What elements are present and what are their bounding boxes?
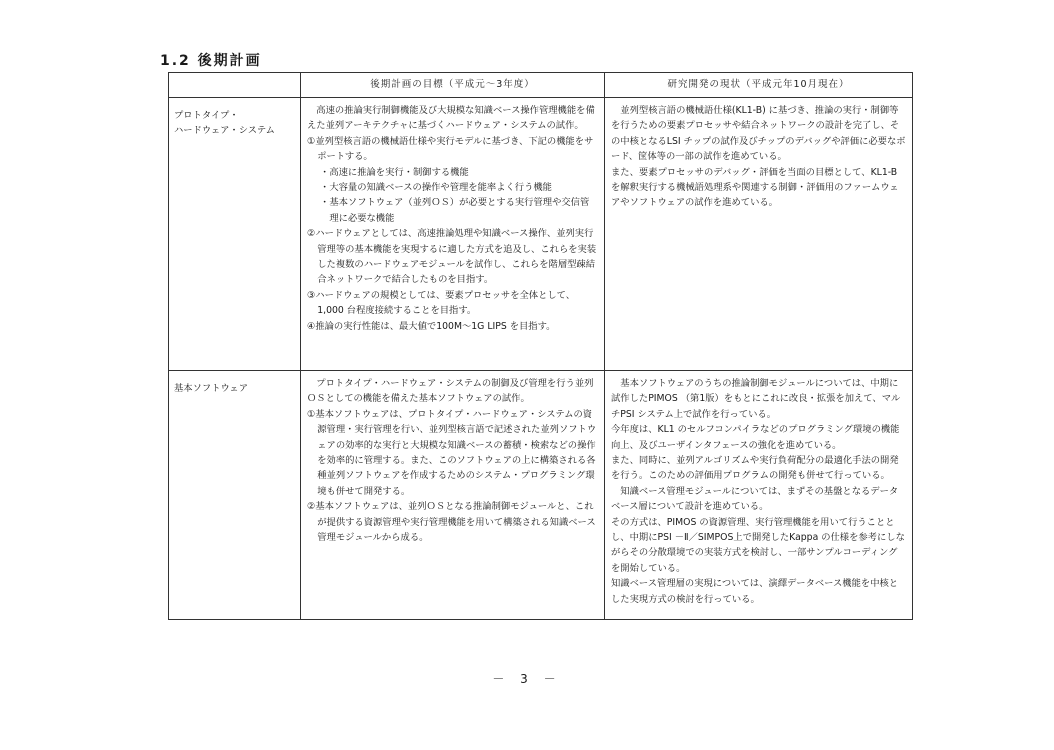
goal-item: ④推論の実行性能は、最大値で100M～1G LIPS を目指す。 [307, 320, 556, 332]
status-paragraph: その方式は、PIMOS の資源管理、実行管理機能を用いて行うこととし、中期にPSI －Ⅱ／SIMPOS上で開発したKappa の仕様を参考にしながらその分散環境での実装方式を検討し、一部サンプルコーディングを開始している。 [611, 516, 905, 574]
goal-intro: プロトタイプ・ハードウェア・システムの制御及び管理を行う並列ＯＳとしての機能を備えた基本ソフトウェアの試作。 [307, 378, 594, 405]
goal-cell [301, 371, 605, 620]
status-paragraph: 知識ベース管理モジュールについては、まずその基盤となるデータベース層について設計を進めている。 [611, 485, 899, 513]
table-row [169, 98, 913, 371]
category-cell [169, 371, 301, 620]
header-category [169, 73, 301, 98]
goal-bullet: ・大容量の知識ベースの操作や管理を能率よく行う機能 [320, 182, 552, 194]
status-cell [605, 371, 913, 620]
goal-bullet: ・高速に推論を実行・制御する機能 [320, 166, 469, 178]
goal-item: ③ハードウェアの規模としては、要素プロセッサを全体として、1,000 台程度接続することを目指す。 [307, 289, 576, 317]
status-cell [605, 98, 913, 371]
status-paragraph: 基本ソフトウェアのうちの推論制御モジュールについては、中期に試作したPIMOS （第1版）をもとにこれに改良・拡張を加えて、マルチPSI システム上で試作を行っている。 [611, 378, 901, 420]
status-paragraph: 知識ベース管理層の実現については、演繹データベース機能を中核とした実現方式の検討を行っている。 [611, 578, 899, 605]
table-row [169, 371, 913, 620]
table-header-row [169, 73, 913, 98]
status-paragraph: また、要素プロセッサのデバッグ・評価を当面の目標として、KL1-B を解釈実行する機械語処理系や関連する制御・評価用のファームウェアやソフトウェアの試作を進めている。 [611, 166, 899, 209]
goal-item: ①並列型核言語の機械語仕様や実行モデルに基づき、下記の機能をサポートする。 [307, 135, 594, 163]
goal-item: ①基本ソフトウェアは、プロトタイプ・ハードウェア・システムの資源管理・実行管理を行い、並列型核言語で記述された並列ソフトウェアの効率的な実行と大規模な知識ベースの蓄積・検索などの操作を効率的に管理する。また、このソフトウェアの上に構築される各種並列ソフトウェアを作成するためのシステム・プログラミング環境も併せて開発する。 [307, 408, 597, 497]
category-label: ハードウェア・システム [174, 125, 275, 137]
page-number: － 3 － [492, 672, 562, 686]
goal-cell [301, 98, 605, 371]
goal-intro: 高速の推論実行制御機能及び大規模な知識ベース操作管理機能を備えた並列アーキテクチャに基づくハードウェア・システムの試作。 [307, 105, 595, 132]
goal-item: ②ハードウェアとしては、高速推論処理や知識ベース操作、並列実行管理等の基本機能を実現するに適した方式を追及し、これらを実装した複数のハードウェアモジュールを試作し、これらを階層型疎結合ネットワークで結合したものを目指す。 [307, 228, 597, 286]
status-paragraph: 今年度は、KL1 のセルフコンパイラなどのプログラミング環境の機能向上、及びユーザインタフェースの強化を進めている。 [611, 424, 900, 451]
header-status: 研究開発の現状（平成元年10月現在） [605, 73, 913, 98]
goal-item: ②基本ソフトウェアは、並列ＯＳとなる推論制御モジュールと、これが提供する資源管理や実行管理機能を用いて構築される知識ベース管理モジュールから成る。 [307, 501, 596, 544]
status-paragraph: 並列型核言語の機械語仕様(KL1-B) に基づき、推論の実行・制御等を行うための要素プロセッサや結合ネットワークの設計を完了し、その中核となるLSI チップの試作及びチップのデバッグや評価に必要なボード、筐体等の一部の試作を進めている。 [611, 105, 906, 163]
category-label: 基本ソフトウェア [174, 383, 249, 394]
section-heading: 1.2 後期計画 [160, 53, 262, 69]
plan-table [168, 72, 913, 620]
goal-bullet: ・基本ソフトウェア（並列ＯＳ）が必要とする実行管理や交信管理に必要な機能 [320, 197, 590, 224]
category-cell [169, 98, 301, 371]
status-paragraph: また、同時に、並列アルゴリズムや実行負荷配分の最適化手法の開発を行う。このための評価用プログラムの開発も併せて行っている。 [611, 455, 899, 482]
category-label: プロトタイプ・ [174, 110, 239, 121]
header-goal: 後期計画の目標（平成元～3年度） [301, 73, 605, 98]
